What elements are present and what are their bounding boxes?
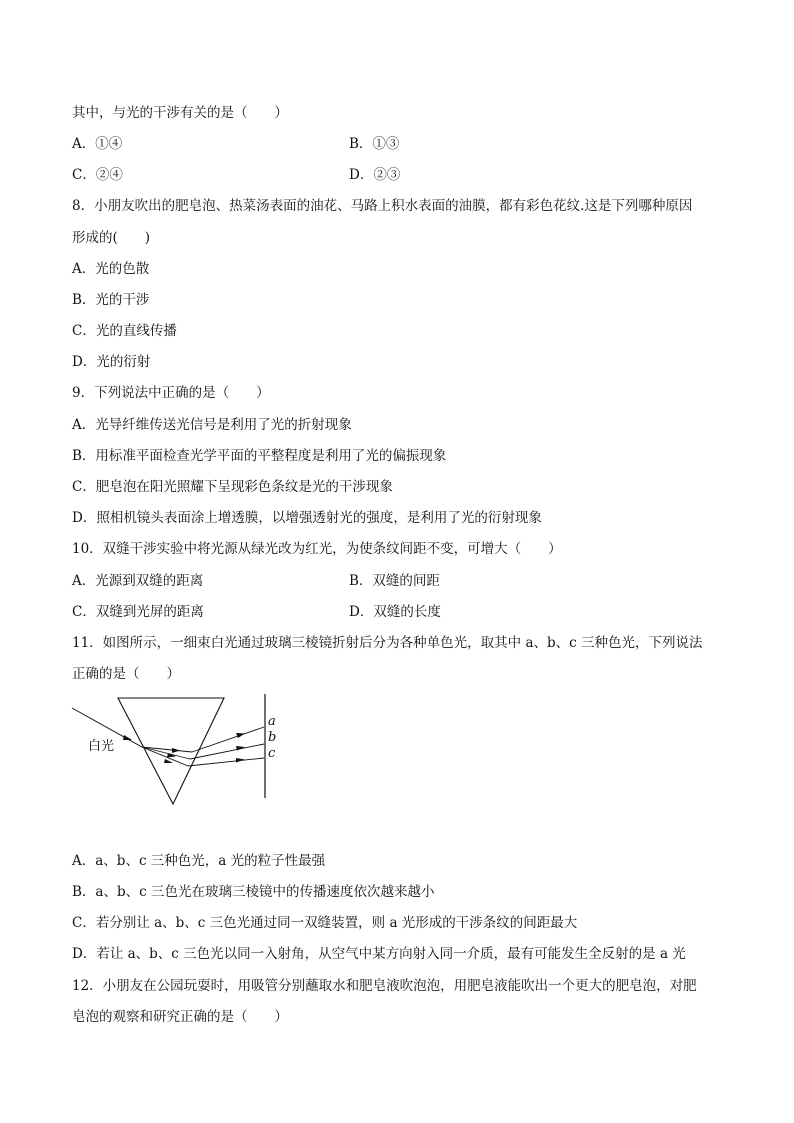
q7-option-c: C．②④ xyxy=(72,167,123,183)
q9-option-c: C．肥皂泡在阳光照耀下呈现彩色条纹是光的干涉现象 xyxy=(72,479,393,495)
q10-option-d: D．双缝的长度 xyxy=(349,604,441,620)
q8-option-c: C．光的直线传播 xyxy=(72,323,177,339)
q7-stem: 其中，与光的干涉有关的是（ ） xyxy=(72,105,288,121)
q12-stem-line1: 12．小朋友在公园玩耍时，用吸管分别蘸取水和肥皂液吹泡泡，用肥皂液能吹出一个更大的肥皂泡，对肥 xyxy=(72,978,697,994)
q11-option-b: B．a、b、c 三色光在玻璃三棱镜中的传播速度依次越来越小 xyxy=(72,884,435,900)
q10-stem: 10．双缝干涉实验中将光源从绿光改为红光，为使条纹间距不变，可增大（ ） xyxy=(72,541,562,557)
ray-label-a: a xyxy=(268,714,276,729)
q7-option-a: A．①④ xyxy=(72,136,123,152)
q8-stem-line1: 8．小朋友吹出的肥皂泡、热菜汤表面的油花、马路上积水表面的油膜，都有彩色花纹.这是下列哪种原因 xyxy=(72,198,693,214)
q10-option-b: B．双缝的间距 xyxy=(349,573,440,589)
white-light-label: 白光 xyxy=(88,739,115,754)
prism-diagram xyxy=(68,692,288,804)
q9-option-d: D．照相机镜头表面涂上增透膜，以增强透射光的强度，是利用了光的衍射现象 xyxy=(72,510,542,526)
q11-option-a: A．a、b、c 三种色光，a 光的粒子性最强 xyxy=(72,853,326,869)
q10-option-a: A．光源到双缝的距离 xyxy=(72,573,204,589)
q8-option-a: A．光的色散 xyxy=(72,261,150,277)
emergent-arrow-a xyxy=(236,733,245,738)
q11-stem-line2: 正确的是（ ） xyxy=(72,666,180,682)
q9-option-a: A．光导纤维传送光信号是利用了光的折射现象 xyxy=(72,417,352,433)
q11-option-c: C．若分别让 a、b、c 三色光通过同一双缝装置，则 a 光形成的干涉条纹的间距最大 xyxy=(72,915,578,931)
q9-stem: 9．下列说法中正确的是（ ） xyxy=(72,385,270,401)
ray-label-b: b xyxy=(268,730,277,745)
emergent-ray-a xyxy=(192,727,264,752)
q8-option-b: B．光的干涉 xyxy=(72,292,150,308)
q11-stem-line1: 11．如图所示，一细束白光通过玻璃三棱镜折射后分为各种单色光，取其中 a、b、c 三种色光，下列说法 xyxy=(72,635,703,651)
q12-stem-line2: 皂泡的观察和研究正确的是（ ） xyxy=(72,1009,288,1025)
q7-option-d: D．②③ xyxy=(349,167,401,183)
q8-option-d: D．光的衍射 xyxy=(72,354,151,370)
incident-arrow xyxy=(123,735,132,740)
emergent-ray-c xyxy=(188,758,264,766)
q7-option-b: B．①③ xyxy=(349,136,400,152)
prism-dispersion-figure xyxy=(68,692,288,804)
q8-stem-line2: 形成的( ) xyxy=(72,230,151,246)
prism-shape xyxy=(118,698,224,804)
q10-option-c: C．双缝到光屏的距离 xyxy=(72,604,204,620)
inner-arrow-a xyxy=(172,748,180,753)
inner-ray-a xyxy=(142,747,192,752)
q11-option-d: D．若让 a、b、c 三色光以同一入射角，从空气中某方向射入同一介质，最有可能发生全反射的是 a 光 xyxy=(72,946,686,962)
ray-label-c: c xyxy=(268,746,276,761)
q9-option-b: B．用标准平面检查光学平面的平整程度是利用了光的偏振现象 xyxy=(72,448,447,464)
